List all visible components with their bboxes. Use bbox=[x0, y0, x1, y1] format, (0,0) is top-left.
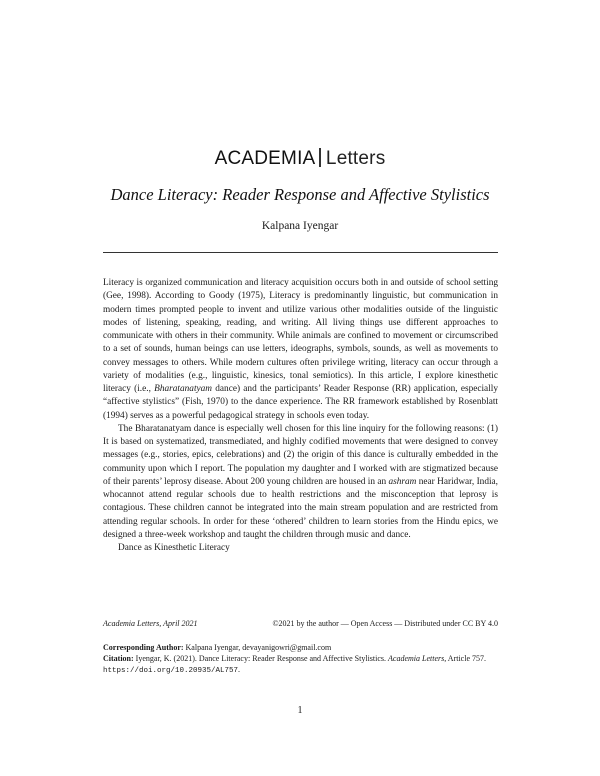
article-title: Dance Literacy: Reader Response and Affective Stylistics bbox=[110, 185, 490, 204]
paragraph-bharatanatyam bbox=[103, 423, 498, 542]
license-text: ©2021 by the author — Open Access — Distributed under CC BY 4.0 bbox=[272, 619, 498, 628]
citation-article: , Article 757. bbox=[444, 654, 487, 663]
section-heading bbox=[103, 542, 498, 555]
correspondence-block bbox=[103, 642, 498, 677]
paragraph-emphasis: Bharatanatyam bbox=[154, 384, 213, 394]
paragraph-text: dance) and the participants’ Reader Response (RR) application, especially “affective stylistics” (Fish, 1970) to the dance experience. The RR framework established by Rosenblatt (1994) serves as a powerful pedagogical strategy in schools even today. bbox=[103, 384, 498, 421]
paragraph-emphasis: ashram bbox=[388, 476, 417, 487]
corresponding-author bbox=[103, 642, 498, 653]
citation-doi-link[interactable]: https://doi.org/10.20935/AL757 bbox=[103, 667, 239, 675]
corresponding-label: Corresponding Author: bbox=[103, 643, 184, 652]
article-author: Kalpana Iyengar bbox=[261, 220, 339, 232]
corresponding-value: Kalpana Iyengar, devayanigowri@gmail.com bbox=[183, 643, 332, 652]
journal-date: Academia Letters, April 2021 bbox=[103, 619, 198, 628]
academia-letters-logo bbox=[0, 148, 600, 170]
logo-divider bbox=[319, 148, 321, 167]
page-number: 1 bbox=[297, 705, 303, 716]
title-divider bbox=[103, 252, 498, 253]
logo-brand: ACADEMIA bbox=[214, 148, 316, 169]
logo-section: Letters bbox=[325, 148, 386, 169]
section-heading-text: Dance as Kinesthetic Literacy bbox=[118, 543, 230, 553]
footer-info bbox=[103, 619, 498, 628]
citation-label: Citation: bbox=[103, 654, 134, 663]
paragraph-intro bbox=[103, 277, 498, 423]
paragraph-text: Literacy is organized communication and literacy acquisition occurs both in and outside of school setting (Gee, 1998). According to Goody (1975), Literacy is predominantly linguistic, but communication in modern times prompted people to invent and utilize various other modalities outside of the linguistic modes of listening, speaking, reading, and writing. All living things use different approaches to communicate with others in their community. While animals are confined to movement or circumscribed to a set of sounds, human beings can use letters, ideographs, symbols, sounds, as well as movements to convey messages to others. While modern cultures often privilege writing, literacy can occur through a variety of modalities (e.g., linguistic, kinesics, tonal semiotics). In this article, I explore kinesthetic literacy (i.e., bbox=[103, 278, 498, 394]
article-body bbox=[103, 277, 498, 555]
paragraph-text: The Bharatanatyam dance is especially well chosen for this line inquiry for the following reasons: (1) It is based on systematized, transmediated, and highly codified movements that were designed to convey messages (e.g., stories, epics, celebrations) and (2) the origin of this dance is culturally embedded in the community upon which I report. The population my daughter and I worked with are stigmatized because of their parents’ leprosy disease. About 200 young children are housed in an bbox=[103, 423, 498, 487]
citation bbox=[103, 653, 498, 677]
citation-journal: Academia Letters bbox=[388, 654, 445, 663]
paragraph-text: near Haridwar, India, whocannot attend regular schools due to health restrictions and the misconception that leprosy is contagious. These children cannot be integrated into the main stream population and are restricted from attending regular schools. In order for these ‘othered’ children to learn stories from the Hindu epics, we designed a three-week workshop and taught the children through music and dance. bbox=[103, 476, 499, 540]
citation-text: Iyengar, K. (2021). Dance Literacy: Reader Response and Affective Stylistics. bbox=[133, 654, 389, 663]
citation-end: . bbox=[238, 665, 241, 674]
